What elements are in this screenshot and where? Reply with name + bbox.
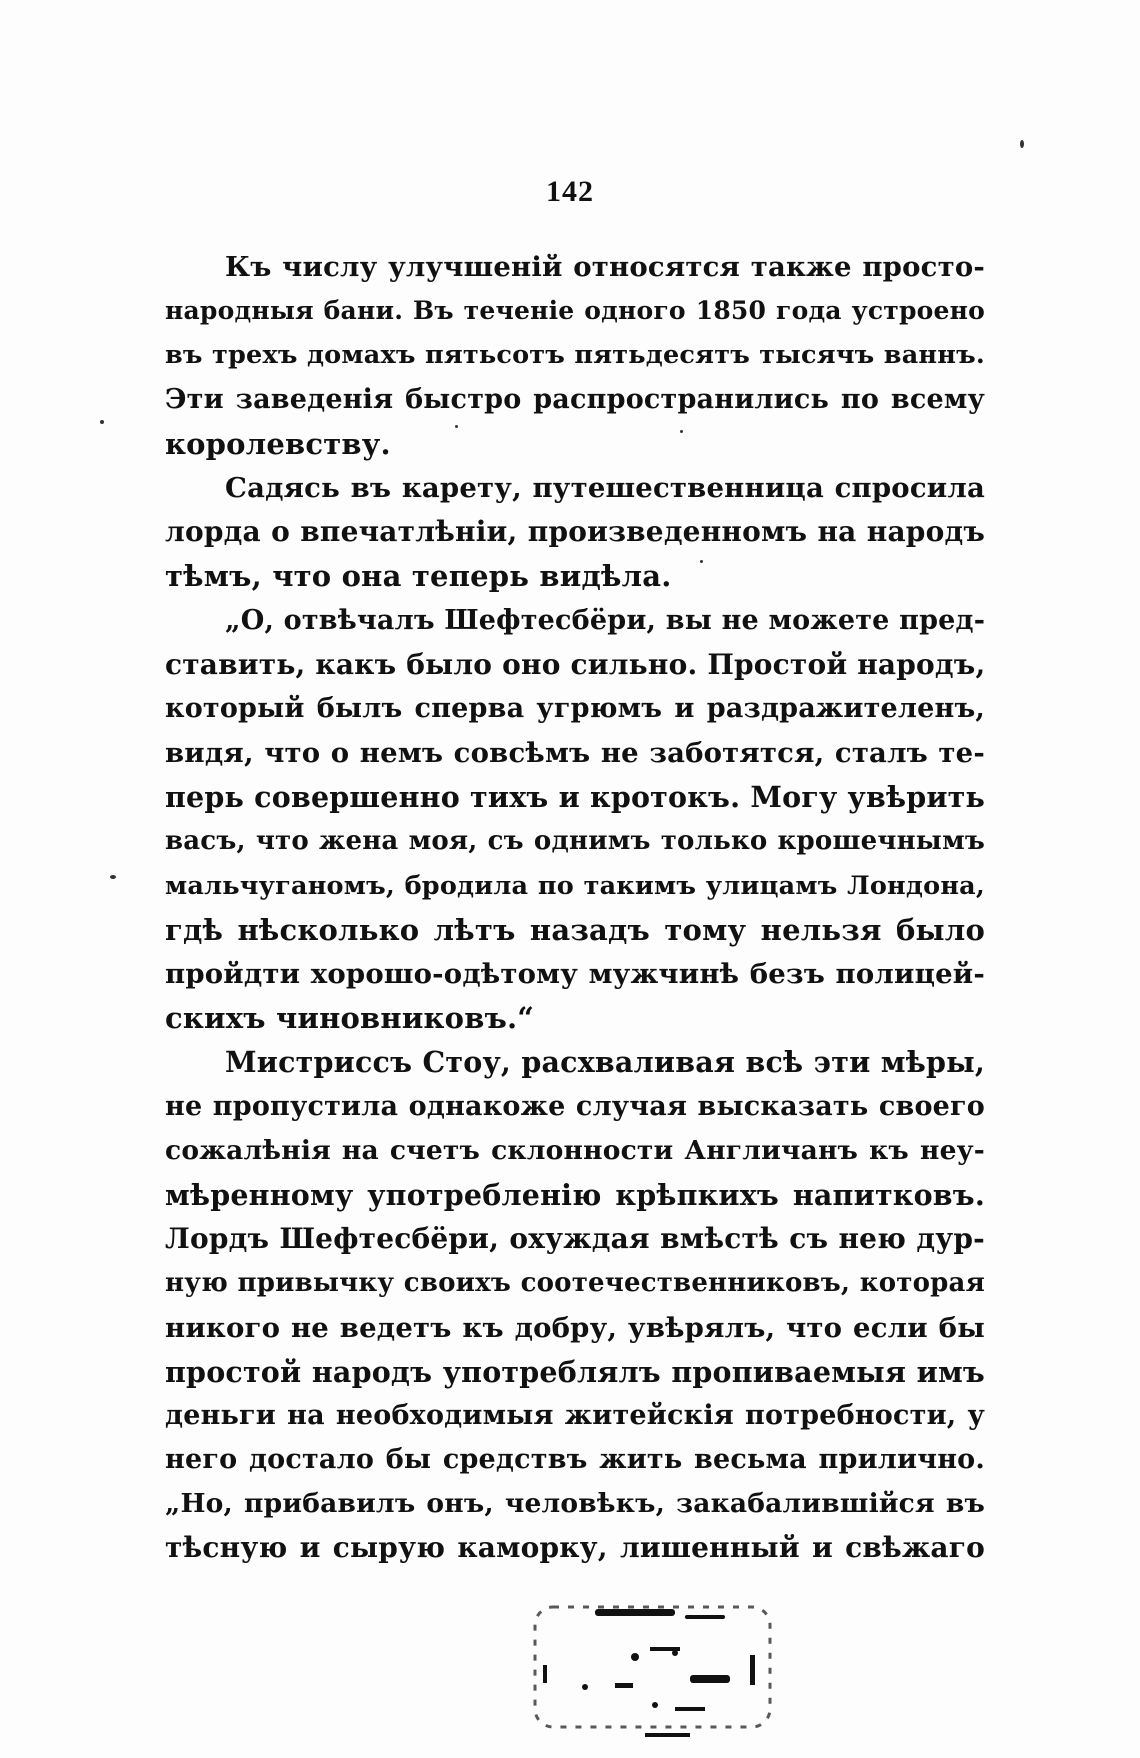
text-line: Лордъ Шефтесбёри, охуждая вмѣстѣ съ нею дур- <box>165 1222 985 1256</box>
text-line: ную привычку своихъ соотечественниковъ, которая <box>165 1268 985 1299</box>
text-line: „Но, прибавилъ онъ, человѣкъ, закабалившійся въ <box>165 1488 985 1520</box>
text-line: видя, что о немъ совсѣмъ не заботятся, сталъ те- <box>165 737 985 770</box>
page-number: 142 <box>546 175 594 208</box>
body-text <box>165 245 985 1571</box>
library-stamp <box>525 1595 785 1745</box>
text-line: королевству. <box>165 426 391 461</box>
text-line: народныя бани. Въ теченіе одного 1850 года устроено <box>165 296 985 326</box>
text-line: тѣмъ, что она теперь видѣла. <box>165 559 672 594</box>
text-line: никого не ведетъ къ добру, увѣрялъ, что если бы <box>165 1311 985 1344</box>
text-line: мѣренному употребленію крѣпкихъ напитковъ. <box>165 1177 985 1212</box>
ink-speck <box>110 875 116 879</box>
ink-speck <box>455 425 458 428</box>
text-line: не пропустила однакоже случая высказать своего <box>165 1090 985 1122</box>
text-line: васъ, что жена моя, съ однимъ только крошечнымъ <box>165 826 985 857</box>
library-stamp-graphic <box>525 1595 785 1745</box>
ink-speck <box>100 420 104 424</box>
text-line: Эти заведенія быстро распространились по всему <box>165 383 985 415</box>
text-line: Мистриссъ Стоу, расхваливая всѣ эти мѣры, <box>225 1045 985 1080</box>
text-line: въ трехъ домахъ пятьсотъ пятьдесятъ тысячъ ваннъ. <box>165 340 985 371</box>
text-line: пройдти хорошо-одѣтому мужчинѣ безъ полицей- <box>165 958 985 990</box>
text-line: Къ числу улучшеній относятся также просто- <box>225 251 985 283</box>
text-line: ставить, какъ было оно сильно. Простой народъ, <box>165 647 986 681</box>
text-line: Садясь въ карету, путешественница спросила <box>225 471 985 504</box>
text-line: перь совершенно тихъ и кротокъ. Могу увѣрить <box>165 780 986 815</box>
text-line: „О, отвѣчалъ Шефтесбёри, вы не можете пред- <box>225 604 986 636</box>
ink-speck <box>680 430 683 433</box>
text-line: мальчуганомъ, бродила по такимъ улицамъ Лондона, <box>165 870 985 901</box>
text-line: лорда о впечатлѣніи, произведенномъ на народъ <box>165 515 985 549</box>
text-line: гдѣ нѣсколько лѣтъ назадъ тому нельзя было <box>165 912 985 947</box>
text-line: деньги на необходимыя житейскія потребности, у <box>165 1399 985 1431</box>
text-line: простой народъ употреблялъ пропиваемыя имъ <box>165 1354 985 1389</box>
text-line: сожалѣнія на счетъ склонности Англичанъ къ неу- <box>165 1134 985 1166</box>
text-line: тѣсную и сырую каморку, лишенный и свѣжаго <box>165 1531 985 1565</box>
ink-speck <box>1020 140 1024 148</box>
text-line: него достало бы средствъ жить весьма прилично. <box>165 1444 985 1476</box>
ink-speck <box>700 560 703 563</box>
text-line: который былъ сперва угрюмъ и раздражителенъ, <box>165 692 985 724</box>
text-line: скихъ чиновниковъ.“ <box>165 1001 535 1036</box>
